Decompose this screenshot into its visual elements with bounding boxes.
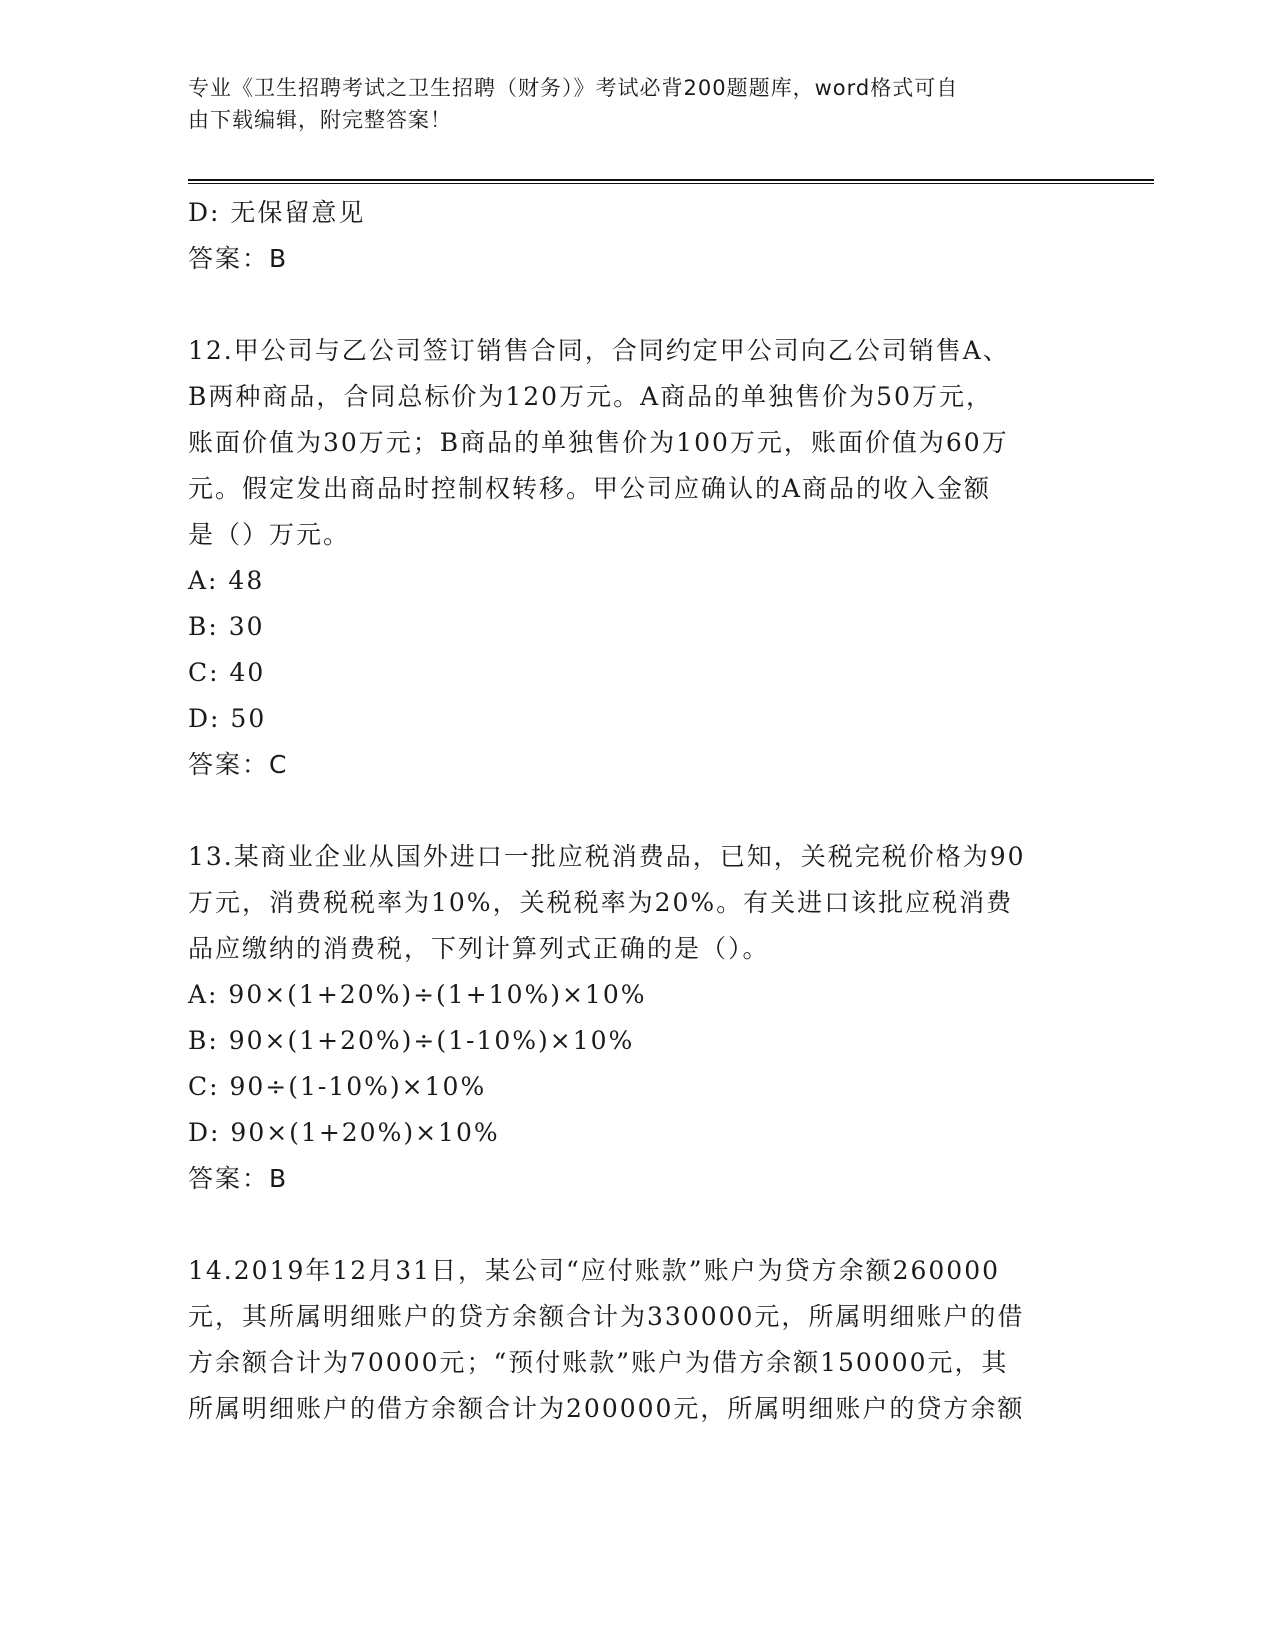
question-stem-line: 14.2019年12月31日，某公司“应付账款”账户为贷方余额260000: [188, 1256, 1001, 1285]
question-stem-line: 元。假定发出商品时控制权转移。甲公司应确认的A商品的收入金额: [188, 474, 992, 503]
option-d: D: 50: [188, 704, 267, 733]
question-stem-line: 13.某商业企业从国外进口一批应税消费品，已知，关税完税价格为90: [188, 842, 1026, 871]
question-stem-line: 12.甲公司与乙公司签订销售合同，合同约定甲公司向乙公司销售A、: [188, 336, 1010, 365]
spacer: [188, 788, 1088, 834]
question-stem-line: 万元，消费税税率为10%，关税税率为20%。有关进口该批应税消费: [188, 888, 1014, 917]
spacer: [188, 282, 1088, 328]
option-c: C: 90÷(1-10%)×10%: [188, 1072, 487, 1101]
option-b: B: 30: [188, 612, 265, 641]
question-stem-line: 品应缴纳的消费税，下列计算列式正确的是（）。: [188, 934, 770, 963]
question-11: [188, 190, 1088, 282]
spacer: [188, 1202, 1088, 1248]
question-stem-line: 账面价值为30万元；B商品的单独售价为100万元，账面价值为60万: [188, 428, 1009, 457]
question-stem-line: 元，其所属明细账户的贷方余额合计为330000元，所属明细账户的借: [188, 1302, 1025, 1331]
option-a: A: 48: [188, 566, 265, 595]
option-d: D: 无保留意见: [188, 198, 366, 227]
page-header: [188, 72, 1068, 136]
question-stem-line: 方余额合计为70000元；“预付账款”账户为借方余额150000元，其: [188, 1348, 1009, 1377]
option-a: A: 90×(1+20%)÷(1+10%)×10%: [188, 980, 647, 1009]
header-rule-thin: [188, 183, 1154, 184]
header-line: 由下载编辑，附完整答案！: [188, 108, 452, 132]
option-c: C: 40: [188, 658, 266, 687]
option-b: B: 90×(1+20%)÷(1-10%)×10%: [188, 1026, 635, 1055]
question-13: [188, 834, 1088, 1202]
question-14: [188, 1248, 1088, 1432]
header-rule: [188, 179, 1154, 181]
question-stem-line: B两种商品，合同总标价为120万元。A商品的单独售价为50万元，: [188, 382, 993, 411]
question-stem-line: 是（）万元。: [188, 520, 351, 549]
answer-line: 答案：B: [188, 1164, 289, 1193]
question-stem-line: 所属明细账户的借方余额合计为200000元，所属明细账户的贷方余额: [188, 1394, 1025, 1423]
option-d: D: 90×(1+20%)×10%: [188, 1118, 500, 1147]
question-12: [188, 328, 1088, 788]
question-content: [188, 190, 1088, 1432]
answer-line: 答案：C: [188, 750, 289, 779]
header-line: 专业《卫生招聘考试之卫生招聘（财务）》考试必背200题题库，word格式可自: [188, 76, 959, 100]
answer-line: 答案：B: [188, 244, 289, 273]
